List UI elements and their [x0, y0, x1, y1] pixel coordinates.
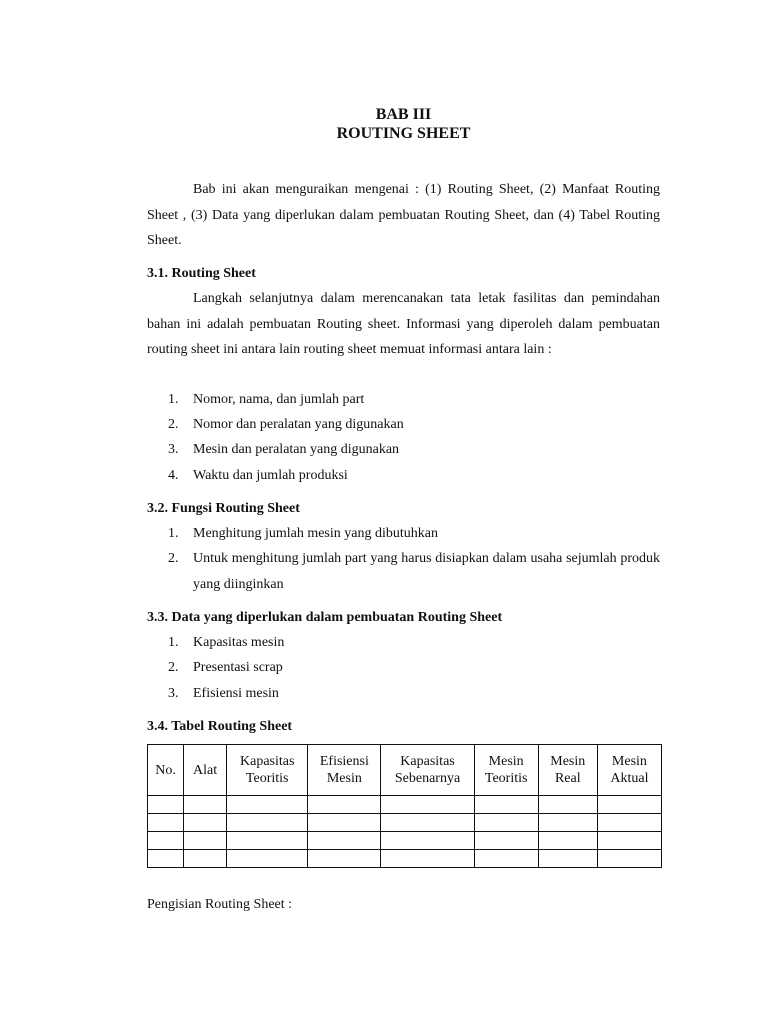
table-row — [148, 796, 662, 814]
table-cell — [184, 814, 227, 832]
chapter-title: ROUTING SHEET — [336, 125, 471, 142]
table-cell — [474, 796, 538, 814]
column-header: Mesin Teoritis — [474, 745, 538, 796]
table-cell — [148, 832, 184, 850]
list-item: 1. Kapasitas mesin — [168, 635, 285, 650]
table-cell — [227, 850, 308, 868]
list-item: 3. Efisiensi mesin — [168, 686, 279, 701]
table-cell — [538, 814, 597, 832]
table-cell — [148, 796, 184, 814]
table-cell — [308, 850, 381, 868]
table-row — [148, 832, 662, 850]
list-item: 2. Nomor dan peralatan yang digunakan — [168, 417, 404, 432]
intro-paragraph: Bab ini akan menguraikan mengenai : (1) Routing Sheet, (2) Manfaat Routing Sheet , (3) Data yang diperlukan dalam pembuatan Routing Sheet, dan (4) Tabel Routing Sheet. — [147, 182, 660, 249]
table-cell — [184, 850, 227, 868]
table-cell — [148, 850, 184, 868]
section-heading-3-4: 3.4. Tabel Routing Sheet — [147, 719, 293, 734]
table-body — [148, 796, 662, 868]
table-cell — [597, 850, 661, 868]
column-header: Kapasitas Sebenarnya — [381, 745, 474, 796]
table-cell — [538, 796, 597, 814]
column-header: Mesin Aktual — [597, 745, 661, 796]
list-item: 1. Menghitung jumlah mesin yang dibutuhkan — [168, 526, 438, 541]
column-header: Mesin Real — [538, 745, 597, 796]
table-cell — [381, 814, 474, 832]
list-item: 2. Untuk menghitung jumlah part yang harus disiapkan dalam usaha sejumlah produk yang diinginkan — [168, 551, 660, 592]
table-cell — [597, 832, 661, 850]
section-heading-3-3: 3.3. Data yang diperlukan dalam pembuatan Routing Sheet — [147, 610, 503, 625]
column-header: Kapasitas Teoritis — [227, 745, 308, 796]
list-item: 4. Waktu dan jumlah produksi — [168, 468, 348, 483]
table-cell — [184, 796, 227, 814]
list-item: 1. Nomor, nama, dan jumlah part — [168, 392, 365, 407]
table-cell — [227, 832, 308, 850]
table-cell — [597, 814, 661, 832]
footer-text: Pengisian Routing Sheet : — [147, 897, 293, 912]
table-row — [148, 850, 662, 868]
table-cell — [474, 832, 538, 850]
table-cell — [308, 832, 381, 850]
chapter-number: BAB III — [375, 106, 432, 123]
table-cell — [308, 796, 381, 814]
table-cell — [381, 850, 474, 868]
table-cell — [474, 814, 538, 832]
table-cell — [308, 814, 381, 832]
table-cell — [381, 832, 474, 850]
table-cell — [538, 850, 597, 868]
list-item: 2. Presentasi scrap — [168, 660, 283, 675]
column-header: Alat — [184, 745, 227, 796]
table-cell — [227, 796, 308, 814]
section-heading-3-2: 3.2. Fungsi Routing Sheet — [147, 501, 300, 516]
column-header: Efisiensi Mesin — [308, 745, 381, 796]
table-header-row — [148, 745, 662, 796]
table-cell — [474, 850, 538, 868]
table-cell — [227, 814, 308, 832]
table-cell — [597, 796, 661, 814]
section-heading-3-1: 3.1. Routing Sheet — [147, 266, 256, 281]
table-cell — [538, 832, 597, 850]
list-item: 3. Mesin dan peralatan yang digunakan — [168, 442, 400, 457]
column-header: No. — [148, 745, 184, 796]
table-row — [148, 814, 662, 832]
table-cell — [184, 832, 227, 850]
table-cell — [148, 814, 184, 832]
section-3-1-paragraph: Langkah selanjutnya dalam merencanakan tata letak fasilitas dan pemindahan bahan ini adalah pembuatan Routing sheet. Informasi yang diperoleh dalam pembuatan routing sheet ini antara lain routing sheet memuat informasi antara lain : — [147, 291, 660, 358]
table-cell — [381, 796, 474, 814]
routing-sheet-table — [147, 744, 662, 868]
